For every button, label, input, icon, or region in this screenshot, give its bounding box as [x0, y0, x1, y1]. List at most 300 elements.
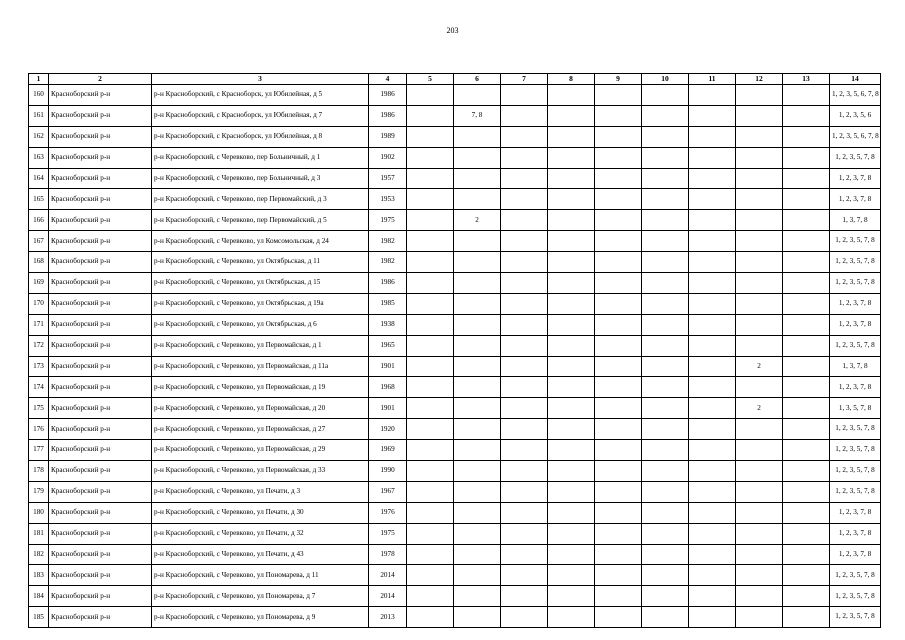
col-12-cell	[736, 607, 783, 628]
table-row	[29, 105, 881, 126]
table-row	[29, 377, 881, 398]
year-cell: 1976	[369, 502, 407, 523]
col-10-cell	[642, 481, 689, 502]
address-cell: р-н Красноборский, с Черевково, пер Первомайский, д 3	[152, 189, 369, 210]
district-cell: Красноборский р-н	[49, 523, 152, 544]
col-8-cell	[548, 126, 595, 147]
year-cell: 1969	[369, 440, 407, 461]
col-12-cell	[736, 252, 783, 273]
col-5-cell	[407, 440, 454, 461]
col-9-cell	[595, 85, 642, 106]
col-9-cell	[595, 273, 642, 294]
col-5-cell	[407, 377, 454, 398]
col-12-cell	[736, 565, 783, 586]
col-9-cell	[595, 293, 642, 314]
col-10-cell	[642, 356, 689, 377]
column-header-5: 5	[407, 74, 454, 85]
col-6-cell	[454, 586, 501, 607]
col-14-cell: 1, 2, 3, 5, 7, 8	[830, 461, 881, 482]
row-number-cell: 183	[29, 565, 49, 586]
col-13-cell	[783, 544, 830, 565]
col-13-cell	[783, 502, 830, 523]
col-9-cell	[595, 502, 642, 523]
col-8-cell	[548, 481, 595, 502]
col-10-cell	[642, 126, 689, 147]
col-6-cell	[454, 189, 501, 210]
col-10-cell	[642, 168, 689, 189]
col-5-cell	[407, 523, 454, 544]
col-12-cell: 2	[736, 356, 783, 377]
column-header-2: 2	[49, 74, 152, 85]
year-cell: 1985	[369, 293, 407, 314]
col-11-cell	[689, 440, 736, 461]
col-7-cell	[501, 586, 548, 607]
row-number-cell: 164	[29, 168, 49, 189]
row-number-cell: 177	[29, 440, 49, 461]
year-cell: 1975	[369, 210, 407, 231]
col-8-cell	[548, 252, 595, 273]
col-5-cell	[407, 314, 454, 335]
col-7-cell	[501, 607, 548, 628]
district-cell: Красноборский р-н	[49, 544, 152, 565]
row-number-cell: 168	[29, 252, 49, 273]
col-6-cell	[454, 440, 501, 461]
col-12-cell	[736, 377, 783, 398]
col-14-cell: 1, 2, 3, 5, 7, 8	[830, 565, 881, 586]
col-10-cell	[642, 440, 689, 461]
housing-register-table	[28, 73, 881, 628]
col-10-cell	[642, 502, 689, 523]
district-cell: Красноборский р-н	[49, 105, 152, 126]
column-header-7: 7	[501, 74, 548, 85]
column-header-9: 9	[595, 74, 642, 85]
col-11-cell	[689, 398, 736, 419]
address-cell: р-н Красноборский, с Черевково, ул Первомайская, д 27	[152, 419, 369, 440]
col-10-cell	[642, 565, 689, 586]
table-row	[29, 481, 881, 502]
row-number-cell: 185	[29, 607, 49, 628]
row-number-cell: 163	[29, 147, 49, 168]
col-12-cell	[736, 126, 783, 147]
col-14-cell: 1, 2, 3, 5, 6, 7, 8	[830, 85, 881, 106]
col-13-cell	[783, 335, 830, 356]
col-7-cell	[501, 85, 548, 106]
address-cell: р-н Красноборский, с Черевково, ул Пономарева, д 11	[152, 565, 369, 586]
col-6-cell	[454, 544, 501, 565]
col-11-cell	[689, 481, 736, 502]
col-7-cell	[501, 189, 548, 210]
col-14-cell: 1, 2, 3, 7, 8	[830, 189, 881, 210]
address-cell: р-н Красноборский, с Красноборск, ул Юбилейная, д 8	[152, 126, 369, 147]
address-cell: р-н Красноборский, с Черевково, ул Пономарева, д 7	[152, 586, 369, 607]
row-number-cell: 165	[29, 189, 49, 210]
col-13-cell	[783, 461, 830, 482]
col-13-cell	[783, 85, 830, 106]
col-5-cell	[407, 565, 454, 586]
col-14-cell: 1, 2, 3, 5, 7, 8	[830, 147, 881, 168]
row-number-cell: 184	[29, 586, 49, 607]
col-12-cell	[736, 293, 783, 314]
col-8-cell	[548, 440, 595, 461]
col-10-cell	[642, 189, 689, 210]
col-13-cell	[783, 210, 830, 231]
year-cell: 1938	[369, 314, 407, 335]
table-row	[29, 356, 881, 377]
column-header-6: 6	[454, 74, 501, 85]
row-number-cell: 169	[29, 273, 49, 294]
col-12-cell	[736, 461, 783, 482]
year-cell: 1990	[369, 461, 407, 482]
col-7-cell	[501, 105, 548, 126]
col-7-cell	[501, 461, 548, 482]
col-7-cell	[501, 126, 548, 147]
col-5-cell	[407, 85, 454, 106]
col-8-cell	[548, 502, 595, 523]
col-12-cell	[736, 210, 783, 231]
column-header-4: 4	[369, 74, 407, 85]
col-7-cell	[501, 210, 548, 231]
table-row	[29, 210, 881, 231]
col-13-cell	[783, 481, 830, 502]
col-13-cell	[783, 105, 830, 126]
district-cell: Красноборский р-н	[49, 502, 152, 523]
col-12-cell	[736, 105, 783, 126]
table-row	[29, 147, 881, 168]
table-row	[29, 293, 881, 314]
address-cell: р-н Красноборский, с Черевково, ул Октябрьская, д 11	[152, 252, 369, 273]
col-10-cell	[642, 210, 689, 231]
col-13-cell	[783, 252, 830, 273]
district-cell: Красноборский р-н	[49, 252, 152, 273]
col-6-cell	[454, 168, 501, 189]
table-row	[29, 398, 881, 419]
col-10-cell	[642, 147, 689, 168]
district-cell: Красноборский р-н	[49, 356, 152, 377]
col-13-cell	[783, 356, 830, 377]
col-14-cell: 1, 2, 3, 5, 6, 7, 8	[830, 126, 881, 147]
col-14-cell: 1, 2, 3, 5, 7, 8	[830, 335, 881, 356]
col-6-cell	[454, 398, 501, 419]
col-5-cell	[407, 607, 454, 628]
table-row	[29, 189, 881, 210]
col-6-cell	[454, 335, 501, 356]
col-9-cell	[595, 356, 642, 377]
col-6-cell	[454, 523, 501, 544]
column-header-12: 12	[736, 74, 783, 85]
col-6-cell	[454, 502, 501, 523]
col-9-cell	[595, 126, 642, 147]
col-12-cell	[736, 189, 783, 210]
col-12-cell	[736, 231, 783, 252]
col-10-cell	[642, 252, 689, 273]
col-5-cell	[407, 586, 454, 607]
col-8-cell	[548, 544, 595, 565]
year-cell: 1968	[369, 377, 407, 398]
row-number-cell: 180	[29, 502, 49, 523]
col-11-cell	[689, 544, 736, 565]
col-12-cell	[736, 147, 783, 168]
district-cell: Красноборский р-н	[49, 419, 152, 440]
col-10-cell	[642, 461, 689, 482]
col-8-cell	[548, 586, 595, 607]
col-14-cell: 1, 2, 3, 5, 7, 8	[830, 273, 881, 294]
col-9-cell	[595, 523, 642, 544]
col-11-cell	[689, 273, 736, 294]
col-14-cell: 1, 2, 3, 7, 8	[830, 544, 881, 565]
address-cell: р-н Красноборский, с Черевково, ул Первомайская, д 11а	[152, 356, 369, 377]
col-10-cell	[642, 314, 689, 335]
col-14-cell: 1, 2, 3, 5, 7, 8	[830, 586, 881, 607]
col-9-cell	[595, 565, 642, 586]
col-5-cell	[407, 126, 454, 147]
row-number-cell: 170	[29, 293, 49, 314]
year-cell: 1901	[369, 356, 407, 377]
district-cell: Красноборский р-н	[49, 293, 152, 314]
row-number-cell: 167	[29, 231, 49, 252]
district-cell: Красноборский р-н	[49, 440, 152, 461]
table-row	[29, 544, 881, 565]
col-6-cell	[454, 565, 501, 586]
col-10-cell	[642, 419, 689, 440]
col-11-cell	[689, 252, 736, 273]
col-7-cell	[501, 544, 548, 565]
col-14-cell: 1, 3, 7, 8	[830, 356, 881, 377]
district-cell: Красноборский р-н	[49, 314, 152, 335]
col-7-cell	[501, 419, 548, 440]
district-cell: Красноборский р-н	[49, 147, 152, 168]
district-cell: Красноборский р-н	[49, 273, 152, 294]
col-8-cell	[548, 565, 595, 586]
col-8-cell	[548, 210, 595, 231]
address-cell: р-н Красноборский, с Черевково, ул Печати, д 3	[152, 481, 369, 502]
col-5-cell	[407, 502, 454, 523]
col-8-cell	[548, 147, 595, 168]
col-9-cell	[595, 210, 642, 231]
col-14-cell: 1, 2, 3, 7, 8	[830, 168, 881, 189]
address-cell: р-н Красноборский, с Черевково, ул Печати, д 32	[152, 523, 369, 544]
district-cell: Красноборский р-н	[49, 398, 152, 419]
year-cell: 1901	[369, 398, 407, 419]
col-11-cell	[689, 189, 736, 210]
district-cell: Красноборский р-н	[49, 481, 152, 502]
col-10-cell	[642, 273, 689, 294]
col-6-cell	[454, 147, 501, 168]
address-cell: р-н Красноборский, с Красноборск, ул Юбилейная, д 5	[152, 85, 369, 106]
address-cell: р-н Красноборский, с Черевково, пер Больничный, д 3	[152, 168, 369, 189]
address-cell: р-н Красноборский, с Черевково, пер Больничный, д 1	[152, 147, 369, 168]
col-13-cell	[783, 273, 830, 294]
col-10-cell	[642, 544, 689, 565]
year-cell: 1989	[369, 126, 407, 147]
address-cell: р-н Красноборский, с Черевково, ул Октябрьская, д 15	[152, 273, 369, 294]
col-12-cell	[736, 335, 783, 356]
col-13-cell	[783, 189, 830, 210]
col-6-cell	[454, 273, 501, 294]
address-cell: р-н Красноборский, с Черевково, ул Первомайская, д 19	[152, 377, 369, 398]
col-8-cell	[548, 607, 595, 628]
address-cell: р-н Красноборский, с Черевково, ул Первомайская, д 29	[152, 440, 369, 461]
col-7-cell	[501, 335, 548, 356]
col-9-cell	[595, 189, 642, 210]
table-body	[29, 85, 881, 628]
year-cell: 1902	[369, 147, 407, 168]
district-cell: Красноборский р-н	[49, 231, 152, 252]
row-number-cell: 171	[29, 314, 49, 335]
col-13-cell	[783, 565, 830, 586]
district-cell: Красноборский р-н	[49, 189, 152, 210]
col-7-cell	[501, 502, 548, 523]
col-11-cell	[689, 210, 736, 231]
page-number: 203	[446, 26, 459, 35]
address-cell: р-н Красноборский, с Черевково, ул Первомайская, д 20	[152, 398, 369, 419]
year-cell: 1986	[369, 105, 407, 126]
col-9-cell	[595, 105, 642, 126]
col-8-cell	[548, 461, 595, 482]
col-12-cell	[736, 586, 783, 607]
col-6-cell	[454, 377, 501, 398]
col-14-cell: 1, 2, 3, 7, 8	[830, 314, 881, 335]
district-cell: Красноборский р-н	[49, 126, 152, 147]
col-8-cell	[548, 273, 595, 294]
col-12-cell	[736, 419, 783, 440]
col-8-cell	[548, 105, 595, 126]
district-cell: Красноборский р-н	[49, 168, 152, 189]
col-11-cell	[689, 356, 736, 377]
row-number-cell: 166	[29, 210, 49, 231]
col-5-cell	[407, 481, 454, 502]
col-5-cell	[407, 189, 454, 210]
col-11-cell	[689, 147, 736, 168]
col-9-cell	[595, 607, 642, 628]
table-row	[29, 314, 881, 335]
year-cell: 1986	[369, 85, 407, 106]
col-10-cell	[642, 523, 689, 544]
col-11-cell	[689, 461, 736, 482]
column-header-14: 14	[830, 74, 881, 85]
col-14-cell: 1, 2, 3, 7, 8	[830, 502, 881, 523]
col-11-cell	[689, 502, 736, 523]
address-cell: р-н Красноборский, с Красноборск, ул Юбилейная, д 7	[152, 105, 369, 126]
district-cell: Красноборский р-н	[49, 461, 152, 482]
col-7-cell	[501, 523, 548, 544]
col-9-cell	[595, 461, 642, 482]
col-9-cell	[595, 252, 642, 273]
col-11-cell	[689, 377, 736, 398]
column-header-8: 8	[548, 74, 595, 85]
col-14-cell: 1, 2, 3, 7, 8	[830, 523, 881, 544]
col-6-cell	[454, 607, 501, 628]
col-9-cell	[595, 377, 642, 398]
col-13-cell	[783, 314, 830, 335]
col-14-cell: 1, 2, 3, 5, 7, 8	[830, 607, 881, 628]
row-number-cell: 182	[29, 544, 49, 565]
table-row	[29, 231, 881, 252]
col-6-cell: 2	[454, 210, 501, 231]
table-row	[29, 461, 881, 482]
col-9-cell	[595, 544, 642, 565]
col-9-cell	[595, 440, 642, 461]
col-5-cell	[407, 231, 454, 252]
col-9-cell	[595, 231, 642, 252]
col-11-cell	[689, 335, 736, 356]
col-13-cell	[783, 586, 830, 607]
row-number-cell: 178	[29, 461, 49, 482]
table-row	[29, 252, 881, 273]
col-6-cell	[454, 461, 501, 482]
col-6-cell	[454, 252, 501, 273]
col-6-cell	[454, 231, 501, 252]
col-6-cell	[454, 126, 501, 147]
year-cell: 1967	[369, 481, 407, 502]
year-cell: 1965	[369, 335, 407, 356]
col-12-cell	[736, 481, 783, 502]
column-header-10: 10	[642, 74, 689, 85]
col-12-cell	[736, 314, 783, 335]
district-cell: Красноборский р-н	[49, 335, 152, 356]
col-8-cell	[548, 231, 595, 252]
table-row	[29, 502, 881, 523]
district-cell: Красноборский р-н	[49, 377, 152, 398]
table-row	[29, 335, 881, 356]
col-5-cell	[407, 147, 454, 168]
address-cell: р-н Красноборский, с Черевково, ул Печати, д 43	[152, 544, 369, 565]
col-10-cell	[642, 377, 689, 398]
col-14-cell: 1, 2, 3, 5, 7, 8	[830, 419, 881, 440]
col-6-cell	[454, 481, 501, 502]
col-8-cell	[548, 335, 595, 356]
address-cell: р-н Красноборский, с Черевково, ул Пономарева, д 9	[152, 607, 369, 628]
col-5-cell	[407, 544, 454, 565]
year-cell: 2014	[369, 586, 407, 607]
col-8-cell	[548, 189, 595, 210]
col-5-cell	[407, 335, 454, 356]
row-number-cell: 175	[29, 398, 49, 419]
address-cell: р-н Красноборский, с Черевково, ул Первомайская, д 1	[152, 335, 369, 356]
year-cell: 2013	[369, 607, 407, 628]
col-7-cell	[501, 377, 548, 398]
address-cell: р-н Красноборский, с Черевково, ул Комсомольская, д 24	[152, 231, 369, 252]
col-12-cell	[736, 440, 783, 461]
col-12-cell: 2	[736, 398, 783, 419]
col-14-cell: 1, 2, 3, 5, 7, 8	[830, 481, 881, 502]
col-7-cell	[501, 314, 548, 335]
col-10-cell	[642, 335, 689, 356]
year-cell: 1957	[369, 168, 407, 189]
table-row	[29, 126, 881, 147]
year-cell: 1982	[369, 252, 407, 273]
address-cell: р-н Красноборский, с Черевково, ул Октябрьская, д 6	[152, 314, 369, 335]
col-13-cell	[783, 440, 830, 461]
col-11-cell	[689, 85, 736, 106]
col-9-cell	[595, 147, 642, 168]
col-5-cell	[407, 461, 454, 482]
year-cell: 2014	[369, 565, 407, 586]
col-5-cell	[407, 273, 454, 294]
col-7-cell	[501, 231, 548, 252]
col-13-cell	[783, 126, 830, 147]
table-row	[29, 607, 881, 628]
row-number-cell: 172	[29, 335, 49, 356]
col-14-cell: 1, 2, 3, 7, 8	[830, 377, 881, 398]
col-11-cell	[689, 607, 736, 628]
year-cell: 1920	[369, 419, 407, 440]
col-11-cell	[689, 126, 736, 147]
col-9-cell	[595, 168, 642, 189]
col-12-cell	[736, 502, 783, 523]
address-cell: р-н Красноборский, с Черевково, ул Печати, д 30	[152, 502, 369, 523]
col-7-cell	[501, 168, 548, 189]
year-cell: 1978	[369, 544, 407, 565]
